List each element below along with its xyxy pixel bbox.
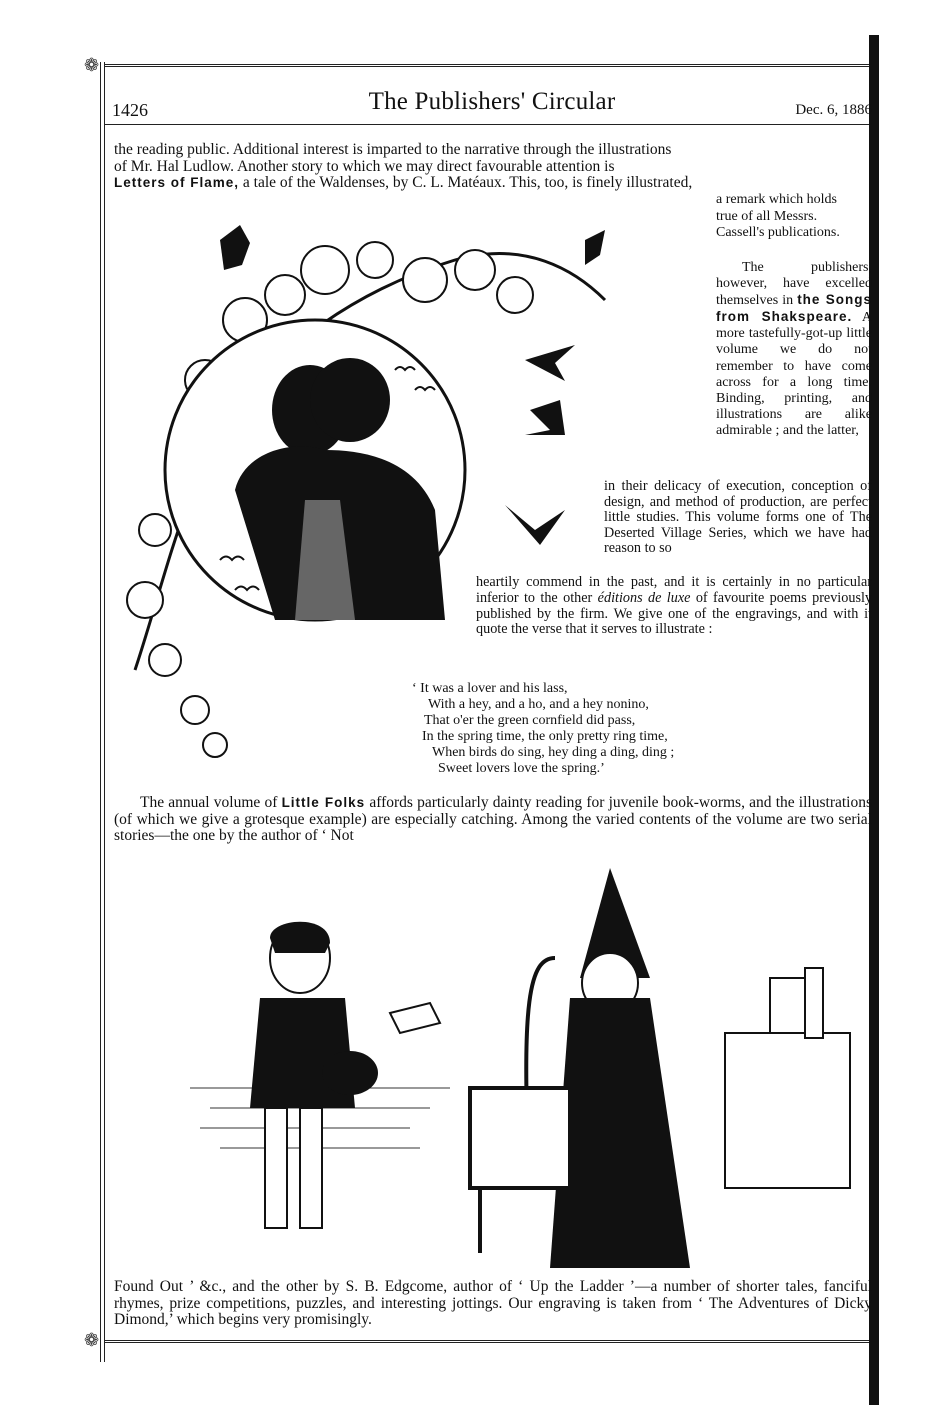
journal-title: The Publishers' Circular (368, 88, 616, 115)
right-column-lines (716, 192, 872, 242)
wide-text-2b: of favourite poems previously published by the firm. We give one of the engravings, and with it quote the verse that it serves to illustrate : (476, 589, 872, 638)
para1-line3: a tale of the Waldenses, by C. L. Matéaux. This, too, is finely illustrated, (242, 174, 693, 191)
poem-line: That o'er the green cornfield did pass, (424, 713, 636, 728)
paragraph-1 (114, 142, 874, 192)
paragraph-little-folks (114, 795, 872, 845)
para4-text: Found Out ’ &c., and the other by S. B. Edgcome, author of ‘ Up the Ladder ’—a number of shorter tales, fanciful rhymes, prize competitions, puzzles, and interesting jottings. Our engraving is taken from ‘ The Adventures of Dicky Dimond,’ which begins very promisingly. (114, 1278, 872, 1328)
issue-date: Dec. 6, 1886 (795, 102, 872, 118)
page-header (112, 88, 872, 122)
poem-line: When birds do sing, hey ding a ding, ding ; (432, 745, 675, 760)
corner-ornament-bottom: ❁ (84, 1330, 100, 1350)
page-number: 1426 (112, 100, 148, 120)
column-line: Cassell's publications. (716, 225, 840, 240)
poem-line: Sweet lovers love the spring.’ (438, 761, 605, 776)
left-border-rule-inner (104, 62, 105, 1362)
column-line: true of all Messrs. (716, 208, 818, 224)
header-rule (105, 124, 875, 125)
paragraph-wide-1 (604, 479, 872, 557)
para1-line1: the reading public. Additional interest is imparted to the narrative through the illustrations (114, 141, 672, 158)
column-paragraph (716, 260, 872, 439)
para1-line2: of Mr. Hal Ludlow. Another story to which we may direct favourable attention is (114, 157, 615, 175)
boy-figure (250, 922, 440, 1228)
paragraph-closing (114, 1279, 872, 1329)
book-title-little-folks: Little Folks (281, 795, 366, 810)
column-line: a remark which holds (716, 192, 837, 207)
corner-ornament-top: ❁ (84, 55, 100, 75)
poem-line: ‘ It was a lover and his lass, (412, 681, 568, 696)
column-intro: The publishers, however, have excelled themselves in (716, 260, 872, 309)
wide-text-2a: heartily commend in the past, and it is certainly in no particular inferior to the other (476, 574, 872, 606)
book-title-letters-of-flame: Letters of Flame, (114, 175, 240, 190)
wizard-figure (550, 868, 690, 1268)
editions-de-luxe: éditions de luxe (597, 589, 691, 606)
side-table (725, 968, 850, 1188)
left-border-rule (100, 62, 101, 1362)
column-rest: A more tastefully-got-up little volume we do not remember to have come across for a long time. Binding, printing, and illustrations are alike admirable ; and the latter, (716, 310, 872, 438)
para3-text-a: The annual volume of (140, 794, 278, 811)
top-double-rule (105, 64, 875, 67)
poem-line: With a hey, and a ho, and a hey nonino, (428, 697, 649, 712)
bottom-double-rule (105, 1340, 875, 1343)
para3-text-b: affords particularly dainty reading for juvenile book-worms, and the illustrations (of which we give a grotesque example) are especially catching. Among the varied contents of the volume are two serial stories—the one by the author of ‘ Not (114, 794, 873, 844)
wide-text-1: in their delicacy of execution, conception of design, and method of production, are perfect little studies. This volume forms one of The Deserted Village Series, which we have had reason to so (604, 478, 872, 557)
book-title-songs-from-shakspeare: the Songs from Shakspeare. (716, 292, 872, 325)
lovers-engraving (125, 200, 610, 790)
poem-line: In the spring time, the only pretty ring time, (422, 729, 668, 744)
dicky-dimond-engraving (150, 858, 870, 1270)
